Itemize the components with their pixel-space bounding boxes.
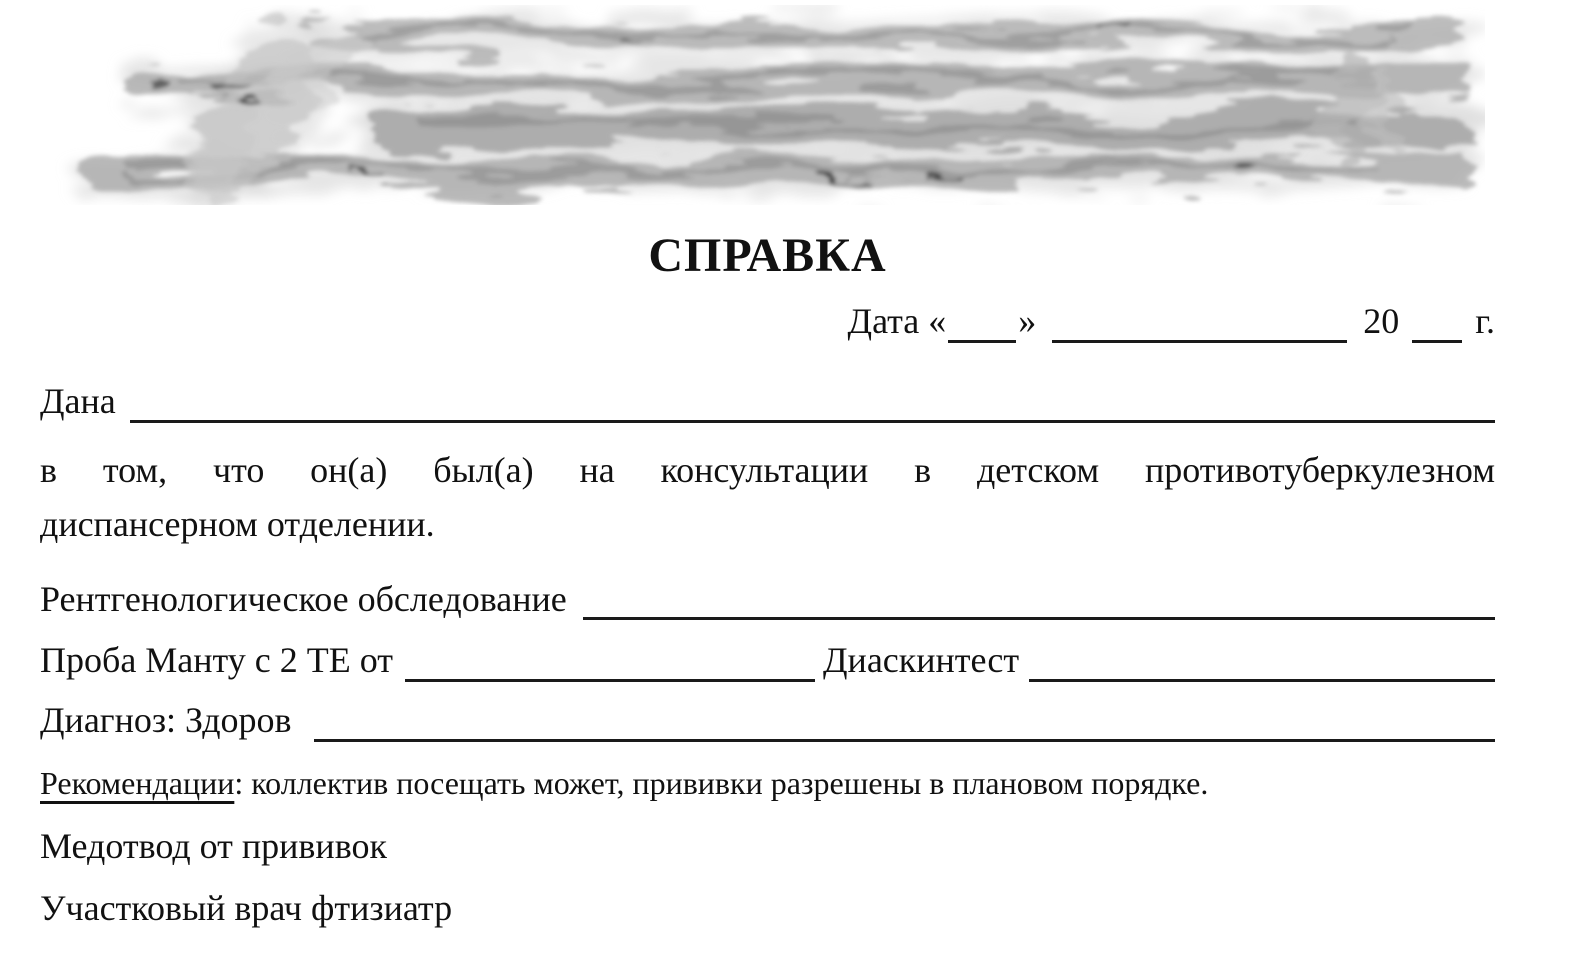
diagnosis-blank xyxy=(314,738,1495,742)
date-century: 20 xyxy=(1363,301,1400,341)
issued-to-label: Дана xyxy=(40,380,116,421)
xray-result-blank xyxy=(583,616,1495,620)
statement-paragraph xyxy=(40,443,1495,551)
date-month-blank xyxy=(1052,339,1347,343)
date-day-blank xyxy=(948,339,1016,343)
recommendations-text: : коллектив посещать может, прививки разрешены в плановом порядке. xyxy=(234,764,1209,801)
diaskintest-label: Диаскинтест xyxy=(823,640,1020,681)
recommendations-label: Рекомендации xyxy=(40,764,235,801)
date-close-quote: » xyxy=(1018,301,1037,341)
document-title: СПРАВКА xyxy=(648,229,887,282)
issued-to-line xyxy=(40,381,1495,423)
mantoux-label: Проба Манту с 2 ТЕ от xyxy=(40,640,394,681)
statement-line-2: диспансерном отделении. xyxy=(40,503,435,544)
statement-line-1: в том, что он(а) был(а) на консультации в детском противотуберкулезном xyxy=(40,449,1495,490)
date-open-quote: « xyxy=(928,301,947,341)
medical-exemption-line: Медотвод от прививок xyxy=(40,826,387,867)
date-year-blank xyxy=(1412,339,1462,343)
date-year-suffix: г. xyxy=(1475,301,1495,341)
mantoux-date-blank xyxy=(405,678,815,682)
doctor-signature-line: Участковый врач фтизиатр xyxy=(40,887,453,928)
date-line xyxy=(40,301,1495,343)
xray-line xyxy=(40,579,1495,621)
diagnosis-label: Диагноз: Здоров xyxy=(40,700,292,740)
certificate-body xyxy=(40,228,1495,930)
diaskintest-result-blank xyxy=(1029,678,1495,682)
xray-label: Рентгенологическое обследование xyxy=(40,578,567,619)
mantoux-line xyxy=(40,640,1495,682)
smudged-letterhead-artifact xyxy=(55,5,1485,205)
diagnosis-line xyxy=(40,700,1495,742)
issued-to-blank xyxy=(130,419,1495,423)
date-label: Дата xyxy=(847,301,929,341)
recommendations-line xyxy=(40,764,1495,802)
